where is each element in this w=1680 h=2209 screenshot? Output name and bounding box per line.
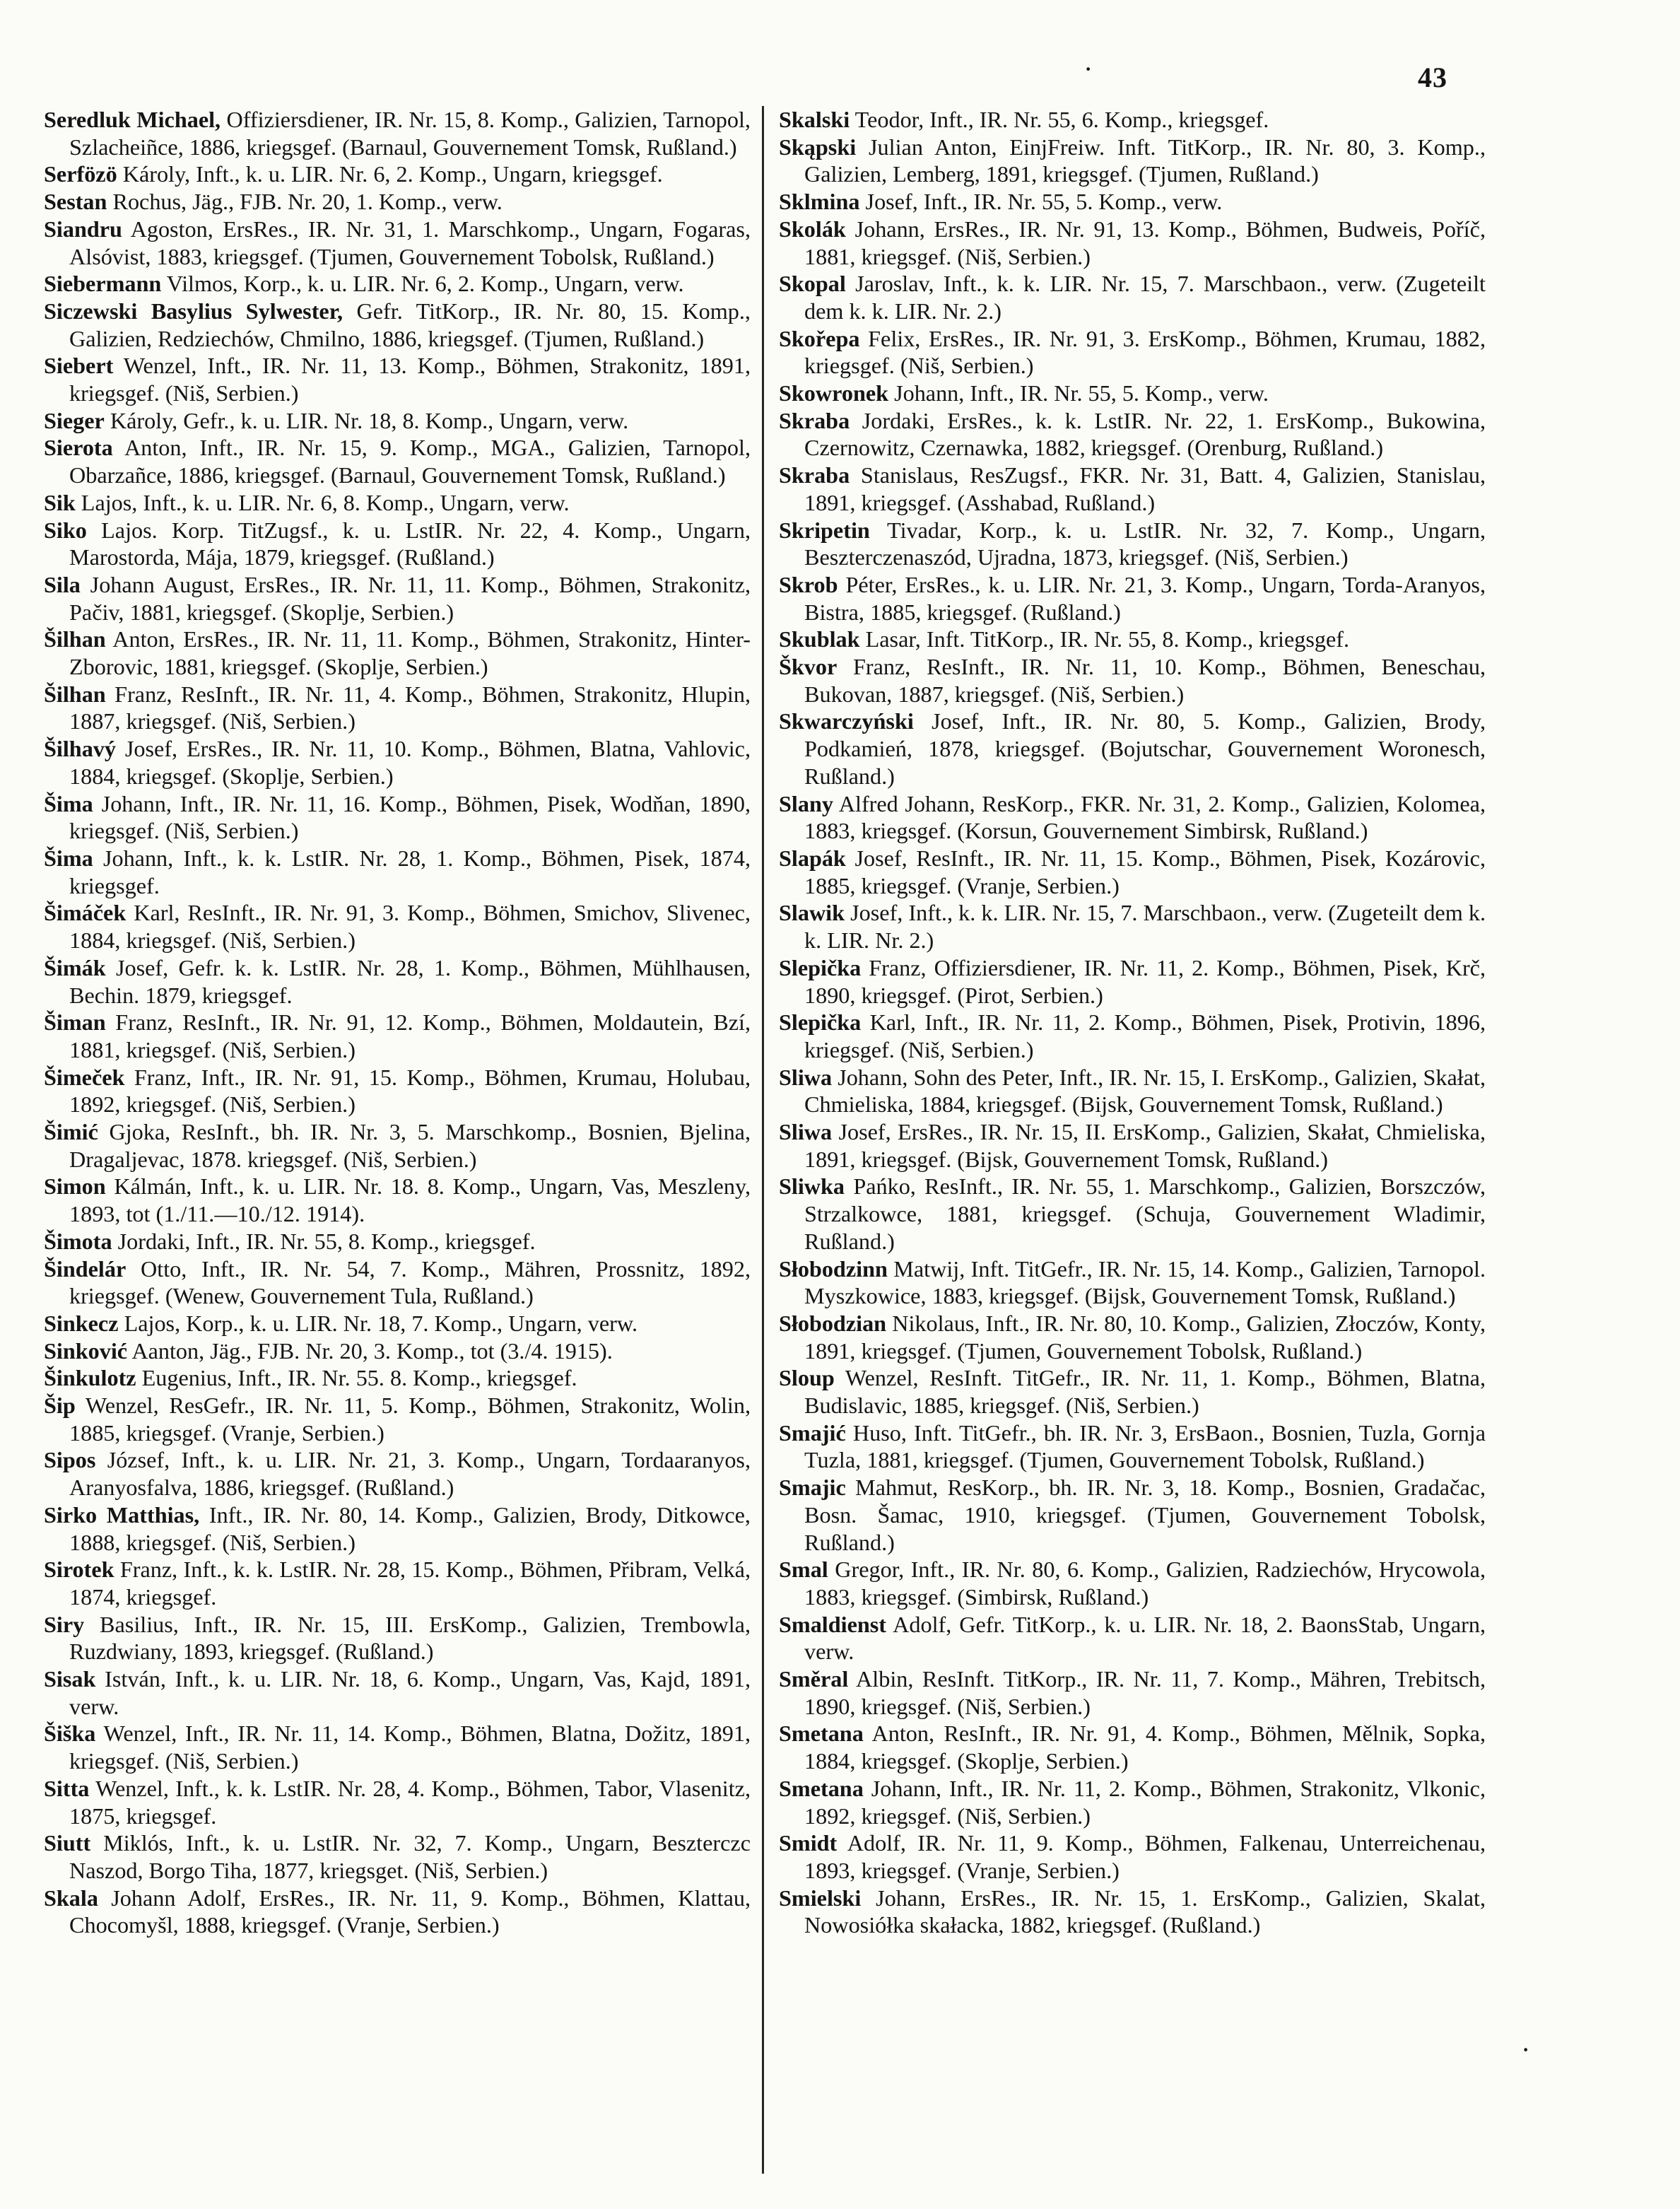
register-entry <box>779 325 1486 380</box>
entry-details: Jaroslav, Inft., k. k. LIR. Nr. 15, 7. Marschbaon., verw. (Zugeteilt dem k. k. LIR. Nr. 2.) <box>804 271 1486 324</box>
entry-surname: Siko <box>44 517 87 543</box>
entry-surname: Skalski <box>779 107 850 132</box>
entry-details: Nikolaus, Inft., IR. Nr. 80, 10. Komp., Galizien, Złoczów, Konty, 1891, kriegsgef. (Tjumen, Gouvernement Tobolsk, Rußland.) <box>804 1310 1486 1364</box>
entry-surname: Seredluk Michael, <box>44 107 221 132</box>
entry-details: Johann, Sohn des Peter, Inft., IR. Nr. 15, I. ErsKomp., Galizien, Skałat, Chmieliska, 1884, kriegsgef. (Bijsk, Gouvernement Tomsk, Rußland.) <box>804 1064 1486 1118</box>
entry-surname: Šimota <box>44 1228 112 1254</box>
entry-surname: Skopal <box>779 271 846 297</box>
register-entry <box>44 1829 751 1884</box>
register-entry <box>44 160 751 188</box>
entry-details: Wenzel, Inft., k. k. LstIR. Nr. 28, 4. Komp., Böhmen, Tabor, Vlasenitz, 1875, kriegsgef. <box>69 1775 751 1829</box>
register-entry <box>44 188 751 216</box>
entry-details: Johann, Inft., IR. Nr. 11, 2. Komp., Böhmen, Strakonitz, Vlkonic, 1892, kriegsgef. (Niš, Serbien.) <box>804 1775 1486 1829</box>
entry-surname: Šip <box>44 1393 76 1419</box>
entry-details: Albin, ResInft. TitKorp., IR. Nr. 11, 7. Komp., Mähren, Trebitsch, 1890, kriegsgef. (Niš, Serbien.) <box>804 1666 1486 1719</box>
entry-surname: Smielski <box>779 1885 862 1911</box>
left-column <box>44 106 751 1939</box>
register-entry <box>44 489 751 517</box>
page-number: 43 <box>1418 61 1447 93</box>
entry-surname: Skrob <box>779 571 838 597</box>
register-entry <box>44 1064 751 1118</box>
register-entry <box>779 1611 1486 1665</box>
entry-details: István, Inft., k. u. LIR. Nr. 18, 6. Komp., Ungarn, Vas, Kajd, 1891, verw. <box>69 1666 751 1719</box>
register-entry <box>44 1337 751 1365</box>
register-entry <box>44 845 751 899</box>
entry-surname: Slepička <box>779 954 862 980</box>
entry-details: Karl, Inft., IR. Nr. 11, 2. Komp., Böhmen, Pisek, Protivin, 1896, kriegsgef. (Niš, Serbien.) <box>804 1009 1486 1062</box>
entry-surname: Sinkecz <box>44 1310 119 1336</box>
entry-details: Johann, Inft., IR. Nr. 11, 16. Komp., Böhmen, Pisek, Wodňan, 1890, kriegsgef. (Niš, Serbien.) <box>69 790 751 844</box>
entry-details: Josef, Inft., IR. Nr. 80, 5. Komp., Galizien, Brody, Podkamień, 1878, kriegsgef. (Bojutschar, Gouvernement Woronesch, Rußland.) <box>804 708 1486 789</box>
register-entry <box>779 106 1486 134</box>
register-entry <box>779 790 1486 845</box>
entry-details: Aanton, Jäg., FJB. Nr. 20, 3. Komp., tot (3./4. 1915). <box>127 1337 613 1364</box>
register-entry <box>44 1364 751 1392</box>
register-entry <box>44 106 751 160</box>
entry-details: Johann Adolf, ErsRes., IR. Nr. 11, 9. Komp., Böhmen, Klattau, Chocomyšl, 1888, kriegsgef. (Vranje, Serbien.) <box>69 1885 751 1938</box>
register-entry <box>779 380 1486 407</box>
register-entry <box>44 216 751 270</box>
register-entry <box>779 626 1486 653</box>
entry-surname: Smetana <box>779 1721 864 1747</box>
register-entry <box>779 1064 1486 1118</box>
entry-details: Anton, ErsRes., IR. Nr. 11, 11. Komp., Böhmen, Strakonitz, Hinter-Zborovic, 1881, kriegsgef. (Skoplje, Serbien.) <box>69 626 751 680</box>
register-entry <box>779 462 1486 516</box>
register-entry <box>44 1392 751 1446</box>
entry-surname: Sirotek <box>44 1557 114 1583</box>
entry-surname: Šiška <box>44 1721 96 1747</box>
register-entry <box>779 216 1486 270</box>
entry-details: Vilmos, Korp., k. u. LIR. Nr. 6, 2. Komp., Ungarn, verw. <box>161 271 684 297</box>
entry-details: Josef, ResInft., IR. Nr. 11, 15. Komp., Böhmen, Pisek, Kozárovic, 1885, kriegsgef. (Vranje, Serbien.) <box>804 845 1486 898</box>
entry-surname: Serfözö <box>44 161 117 187</box>
register-entry <box>779 1474 1486 1556</box>
entry-surname: Škvor <box>779 654 838 680</box>
entry-details: Franz, Inft., k. k. LstIR. Nr. 28, 15. Komp., Böhmen, Přibram, Velká, 1874, kriegsgef. <box>69 1557 751 1610</box>
register-entry <box>44 1009 751 1063</box>
register-entry <box>779 954 1486 1009</box>
register-entry <box>779 1720 1486 1774</box>
register-entry <box>44 1720 751 1774</box>
entry-surname: Siebermann <box>44 271 162 297</box>
entry-details: Johann, ErsRes., IR. Nr. 91, 13. Komp., Böhmen, Budweis, Poříč, 1881, kriegsgef. (Niš, Serbien.) <box>804 216 1486 269</box>
register-entry <box>779 1118 1486 1173</box>
register-entry <box>44 681 751 735</box>
register-entry <box>779 571 1486 626</box>
entry-details: Adolf, IR. Nr. 11, 9. Komp., Böhmen, Falkenau, Unterreichenau, 1893, kriegsgef. (Vranje, Serbien.) <box>804 1830 1486 1883</box>
entry-surname: Słobodzinn <box>779 1255 888 1282</box>
entry-details: Josef, ErsRes., IR. Nr. 11, 10. Komp., Böhmen, Blatna, Vahlovic, 1884, kriegsgef. (Skoplje, Serbien.) <box>69 736 751 789</box>
entry-surname: Siry <box>44 1611 85 1637</box>
entry-details: Wenzel, Inft., IR. Nr. 11, 13. Komp., Böhmen, Strakonitz, 1891, kriegsgef. (Niš, Serbien.) <box>69 353 751 406</box>
entry-surname: Skolák <box>779 216 846 242</box>
entry-surname: Šinkulotz <box>44 1365 136 1391</box>
entry-details: Jordaki, Inft., IR. Nr. 55, 8. Komp., kriegsgef. <box>112 1228 536 1254</box>
register-entry <box>44 571 751 626</box>
entry-surname: Sila <box>44 571 81 597</box>
entry-details: Josef, ErsRes., IR. Nr. 15, II. ErsKomp., Galizien, Skałat, Chmieliska, 1891, kriegsgef. (Bijsk, Gouvernement Tomsk, Rußland.) <box>804 1119 1486 1172</box>
entry-surname: Sik <box>44 489 76 515</box>
entry-surname: Sliwa <box>779 1064 833 1090</box>
register-entry <box>44 1885 751 1939</box>
entry-details: Tivadar, Korp., k. u. LstIR. Nr. 32, 7. Komp., Ungarn, Beszterczenaszód, Ujradna, 1873, kriegsgef. (Niš, Serbien.) <box>804 517 1486 570</box>
entry-details: Gregor, Inft., IR. Nr. 80, 6. Komp., Galizien, Radziechów, Hrycowola, 1883, kriegsgef. (Simbirsk, Rußland.) <box>804 1557 1486 1610</box>
entry-details: Huso, Inft. TitGefr., bh. IR. Nr. 3, ErsBaon., Bosnien, Tuzla, Gornja Tuzla, 1881, kriegsgef. (Tjumen, Gouvernement Tobolsk, Rußland.) <box>804 1419 1486 1473</box>
entry-details: Agoston, ErsRes., IR. Nr. 31, 1. Marschkomp., Ungarn, Fogaras, Alsóvist, 1883, kriegsgef. (Tjumen, Gouvernement Tobolsk, Rußland.) <box>69 216 751 269</box>
entry-surname: Smidt <box>779 1830 838 1856</box>
entry-surname: Sierota <box>44 435 113 461</box>
entry-details: Gjoka, ResInft., bh. IR. Nr. 3, 5. Marschkomp., Bosnien, Bjelina, Dragaljevac, 1878. kriegsgef. (Niš, Serbien.) <box>69 1119 751 1172</box>
entry-surname: Sliwka <box>779 1173 845 1200</box>
register-entry <box>44 1446 751 1501</box>
entry-surname: Šindelár <box>44 1255 127 1282</box>
entry-surname: Sisak <box>44 1666 96 1692</box>
register-entry <box>44 1665 751 1720</box>
register-entry <box>779 708 1486 790</box>
entry-surname: Sieger <box>44 407 105 433</box>
entry-details: Wenzel, ResInft. TitGefr., IR. Nr. 11, 1. Komp., Böhmen, Blatna, Budislavic, 1885, kriegsgef. (Niš, Serbien.) <box>804 1365 1486 1419</box>
register-entry <box>44 790 751 845</box>
entry-details: Anton, ResInft., IR. Nr. 91, 4. Komp., Böhmen, Mělnik, Sopka, 1884, kriegsgef. (Skoplje, Serbien.) <box>804 1721 1486 1774</box>
entry-details: Eugenius, Inft., IR. Nr. 55. 8. Komp., kriegsgef. <box>136 1365 577 1391</box>
register-entry <box>779 1255 1486 1310</box>
entry-surname: Slapák <box>779 845 846 871</box>
column-divider <box>762 106 764 2174</box>
print-speck: · <box>1083 53 1093 85</box>
register-entry <box>779 407 1486 462</box>
entry-details: Wenzel, ResGefr., IR. Nr. 11, 5. Komp., Böhmen, Strakonitz, Wolin, 1885, kriegsgef. (Vranje, Serbien.) <box>69 1393 751 1446</box>
entry-surname: Šimić <box>44 1119 98 1145</box>
entry-surname: Šima <box>44 790 93 816</box>
register-entry <box>44 1310 751 1337</box>
entry-details: Johann August, ErsRes., IR. Nr. 11, 11. Komp., Böhmen, Strakonitz, Pačiv, 1881, kriegsgef. (Skoplje, Serbien.) <box>69 571 751 625</box>
register-entry <box>44 626 751 680</box>
entry-details: Otto, Inft., IR. Nr. 54, 7. Komp., Mähren, Prossnitz, 1892, kriegsgef. (Wenew, Gouvernement Tula, Rußland.) <box>69 1255 751 1309</box>
entry-details: Johann, Inft., k. k. LstIR. Nr. 28, 1. Komp., Böhmen, Pisek, 1874, kriegsgef. <box>69 845 751 898</box>
register-entry <box>44 1611 751 1665</box>
entry-surname: Smaldienst <box>779 1611 887 1637</box>
entry-details: Kálmán, Inft., k. u. LIR. Nr. 18. 8. Komp., Ungarn, Vas, Meszleny, 1893, tot (1./11.—10./12. 1914). <box>69 1173 751 1227</box>
entry-details: Adolf, Gefr. TitKorp., k. u. LIR. Nr. 18, 2. BaonsStab, Ungarn, verw. <box>804 1611 1486 1665</box>
entry-details: Josef, Gefr. k. k. LstIR. Nr. 28, 1. Komp., Böhmen, Mühlhausen, Bechin. 1879, kriegsgef. <box>69 954 751 1008</box>
register-entry <box>779 1310 1486 1364</box>
register-entry <box>44 899 751 954</box>
entry-surname: Sipos <box>44 1447 96 1473</box>
register-entry <box>779 270 1486 324</box>
entry-surname: Skwarczyński <box>779 708 914 734</box>
entry-surname: Sinković <box>44 1337 128 1364</box>
register-entry <box>44 735 751 790</box>
right-column <box>779 106 1486 1939</box>
entry-surname: Sloup <box>779 1365 835 1391</box>
register-entry <box>779 1885 1486 1939</box>
entry-details: Károly, Gefr., k. u. LIR. Nr. 18, 8. Komp., Ungarn, verw. <box>104 407 629 433</box>
register-entry <box>44 1228 751 1255</box>
entry-details: Anton, Inft., IR. Nr. 15, 9. Komp., MGA., Galizien, Tarnopol, Obarzañce, 1886, kriegsgef. (Barnaul, Gouvernement Tomsk, Rußland.) <box>69 435 751 488</box>
entry-details: Teodor, Inft., IR. Nr. 55, 6. Komp., kriegsgef. <box>850 107 1269 132</box>
register-entry <box>779 188 1486 216</box>
register-entry <box>44 352 751 406</box>
entry-details: Franz, ResInft., IR. Nr. 11, 10. Komp., Böhmen, Beneschau, Bukovan, 1887, kriegsgef. (Niš, Serbien.) <box>804 654 1486 707</box>
entry-details: Alfred Johann, ResKorp., FKR. Nr. 31, 2. Komp., Galizien, Kolomea, 1883, kriegsgef. (Korsun, Gouvernement Simbirsk, Rußland.) <box>804 790 1486 844</box>
entry-surname: Siandru <box>44 216 122 242</box>
entry-details: Franz, ResInft., IR. Nr. 11, 4. Komp., Böhmen, Strakonitz, Hlupin, 1887, kriegsgef. (Niš, Serbien.) <box>69 681 751 734</box>
register-entry <box>779 899 1486 954</box>
entry-details: Franz, ResInft., IR. Nr. 91, 12. Komp., Böhmen, Moldautein, Bzí, 1881, kriegsgef. (Niš, Serbien.) <box>69 1009 751 1062</box>
register-entry <box>44 1118 751 1173</box>
entry-details: Inft., IR. Nr. 80, 14. Komp., Galizien, Brody, Ditkowce, 1888, kriegsgef. (Niš, Serbien.) <box>69 1501 751 1555</box>
entry-surname: Skraba <box>779 462 850 488</box>
entry-surname: Siczewski Basylius Sylwester, <box>44 298 343 324</box>
entry-details: Miklós, Inft., k. u. LstIR. Nr. 32, 7. Komp., Ungarn, Beszterczc Naszod, Borgo Tiha, 1877, kriegsget. (Niš, Serbien.) <box>69 1830 751 1883</box>
entry-details: Johann, Inft., IR. Nr. 55, 5. Komp., verw. <box>888 380 1269 406</box>
entry-details: Felix, ErsRes., IR. Nr. 91, 3. ErsKomp., Böhmen, Krumau, 1882, kriegsgef. (Niš, Serbien.) <box>804 325 1486 379</box>
entry-surname: Siebert <box>44 353 114 379</box>
register-entry <box>779 134 1486 188</box>
register-entry <box>44 1173 751 1227</box>
entry-details: Jordaki, ErsRes., k. k. LstIR. Nr. 22, 1. ErsKomp., Bukowina, Czernowitz, Czernawka, 1882, kriegsgef. (Orenburg, Rußland.) <box>804 407 1486 461</box>
entry-details: Josef, Inft., IR. Nr. 55, 5. Komp., verw. <box>859 189 1223 215</box>
entry-surname: Skala <box>44 1885 98 1911</box>
entry-surname: Skublak <box>779 626 860 652</box>
entry-details: Franz, Inft., IR. Nr. 91, 15. Komp., Böhmen, Krumau, Holubau, 1892, kriegsgef. (Niš, Serbien.) <box>69 1064 751 1118</box>
entry-surname: Šimáček <box>44 900 127 926</box>
entry-surname: Skowronek <box>779 380 889 406</box>
register-entry <box>779 1009 1486 1063</box>
entry-details: Lasar, Inft. TitKorp., IR. Nr. 55, 8. Komp., kriegsgef. <box>859 626 1350 652</box>
entry-details: Basilius, Inft., IR. Nr. 15, III. ErsKomp., Galizien, Trembowla, Ruzdwiany, 1893, kriegsgef. (Rußland.) <box>69 1611 751 1665</box>
register-entry <box>44 1501 751 1556</box>
register-entry <box>779 1556 1486 1610</box>
entry-details: Pańko, ResInft., IR. Nr. 55, 1. Marschkomp., Galizien, Borszczów, Strzalkowce, 1881, kriegsgef. (Schuja, Gouvernement Wladimir, Rußland.) <box>804 1173 1486 1254</box>
entry-details: Offiziersdiener, IR. Nr. 15, 8. Komp., Galizien, Tarnopol, Szlacheiñce, 1886, kriegsgef. (Barnaul, Gouvernement Tomsk, Rußland.) <box>69 107 751 160</box>
entry-details: József, Inft., k. u. LIR. Nr. 21, 3. Komp., Ungarn, Tordaaranyos, Aranyosfalva, 1886, kriegsgef. (Rußland.) <box>69 1447 751 1501</box>
register-entry <box>779 1173 1486 1255</box>
entry-surname: Skripetin <box>779 517 870 543</box>
entry-surname: Šimeček <box>44 1064 125 1090</box>
register-entry <box>44 1556 751 1610</box>
entry-surname: Sitta <box>44 1775 90 1801</box>
entry-surname: Skąpski <box>779 134 857 160</box>
entry-surname: Sklmina <box>779 189 860 215</box>
entry-details: Franz, Offiziersdiener, IR. Nr. 11, 2. Komp., Böhmen, Pisek, Krč, 1890, kriegsgef. (Pirot, Serbien.) <box>804 954 1486 1008</box>
entry-surname: Šiman <box>44 1009 106 1036</box>
register-entry <box>779 653 1486 708</box>
register-entry <box>779 1775 1486 1829</box>
entry-surname: Šilhan <box>44 681 106 707</box>
register-entry <box>779 517 1486 571</box>
entry-surname: Sestan <box>44 189 107 215</box>
entry-surname: Smetana <box>779 1775 864 1801</box>
register-entry <box>44 954 751 1009</box>
register-entry <box>44 1775 751 1829</box>
entry-details: Josef, Inft., k. k. LIR. Nr. 15, 7. Marschbaon., verw. (Zugeteilt dem k. k. LIR. Nr. 2.) <box>804 900 1486 954</box>
entry-surname: Skraba <box>779 407 850 433</box>
entry-details: Péter, ErsRes., k. u. LIR. Nr. 21, 3. Komp., Ungarn, Torda-Aranyos, Bistra, 1885, kriegsgef. (Rußland.) <box>804 571 1486 625</box>
entry-surname: Šilhavý <box>44 736 116 762</box>
register-entry <box>44 407 751 435</box>
entry-surname: Slawik <box>779 900 845 926</box>
register-entry <box>44 1255 751 1310</box>
entry-surname: Smajic <box>779 1475 846 1501</box>
register-entry <box>44 298 751 352</box>
entry-surname: Skořepa <box>779 325 860 351</box>
entry-surname: Smajić <box>779 1419 846 1446</box>
entry-surname: Šilhan <box>44 626 106 652</box>
register-entry <box>779 1364 1486 1419</box>
entry-details: Stanislaus, ResZugsf., FKR. Nr. 31, Batt. 4, Galizien, Stanislau, 1891, kriegsgef. (Asshabad, Rußland.) <box>804 462 1486 515</box>
entry-details: Károly, Inft., k. u. LIR. Nr. 6, 2. Komp., Ungarn, kriegsgef. <box>117 161 663 187</box>
register-entry <box>779 1829 1486 1884</box>
entry-surname: Šimák <box>44 954 106 980</box>
entry-details: Mahmut, ResKorp., bh. IR. Nr. 3, 18. Komp., Bosnien, Gradačac, Bosn. Šamac, 1910, kriegsgef. (Tjumen, Gouvernement Tobolsk, Rußland.) <box>804 1475 1486 1555</box>
register-entry <box>779 1419 1486 1474</box>
entry-details: Julian Anton, EinjFreiw. Inft. TitKorp., IR. Nr. 80, 3. Komp., Galizien, Lemberg, 1891, kriegsgef. (Tjumen, Rußland.) <box>804 134 1486 187</box>
entry-surname: Slepička <box>779 1009 862 1036</box>
entry-surname: Siutt <box>44 1830 91 1856</box>
entry-details: Gefr. TitKorp., IR. Nr. 80, 15. Komp., Galizien, Redziechów, Chmilno, 1886, kriegsgef. (Tjumen, Rußland.) <box>69 298 751 351</box>
entry-surname: Šima <box>44 845 93 871</box>
register-entry <box>779 845 1486 899</box>
register-entry <box>779 1665 1486 1720</box>
register-entry <box>44 434 751 488</box>
entry-details: Lajos, Inft., k. u. LIR. Nr. 6, 8. Komp., Ungarn, verw. <box>75 489 570 515</box>
entry-surname: Směral <box>779 1666 849 1692</box>
entry-details: Wenzel, Inft., IR. Nr. 11, 14. Komp., Böhmen, Blatna, Dožitz, 1891, kriegsgef. (Niš, Serbien.) <box>69 1721 751 1774</box>
entry-details: Karl, ResInft., IR. Nr. 91, 3. Komp., Böhmen, Smichov, Slivenec, 1884, kriegsgef. (Niš, Serbien.) <box>69 900 751 954</box>
entry-surname: Sliwa <box>779 1119 833 1145</box>
register-entry <box>44 517 751 571</box>
entry-surname: Simon <box>44 1173 106 1200</box>
entry-surname: Słobodzian <box>779 1310 887 1336</box>
entry-details: Lajos, Korp., k. u. LIR. Nr. 18, 7. Komp., Ungarn, verw. <box>118 1310 638 1336</box>
print-speck: · <box>1521 2034 1531 2066</box>
entry-details: Johann, ErsRes., IR. Nr. 15, 1. ErsKomp., Galizien, Skalat, Nowosiółka skałacka, 1882, kriegsgef. (Rußland.) <box>804 1885 1486 1938</box>
entry-surname: Smal <box>779 1557 828 1583</box>
entry-surname: Slany <box>779 790 833 816</box>
entry-details: Lajos. Korp. TitZugsf., k. u. LstIR. Nr. 22, 4. Komp., Ungarn, Marostorda, Mája, 1879, kriegsgef. (Rußland.) <box>69 517 751 570</box>
entry-details: Matwij, Inft. TitGefr., IR. Nr. 15, 14. Komp., Galizien, Tarnopol. Myszkowice, 1883, kriegsgef. (Bijsk, Gouvernement Tomsk, Rußland.) <box>804 1255 1486 1309</box>
entry-surname: Sirko Matthias, <box>44 1501 200 1528</box>
entry-details: Rochus, Jäg., FJB. Nr. 20, 1. Komp., verw. <box>107 189 503 215</box>
register-entry <box>44 270 751 298</box>
